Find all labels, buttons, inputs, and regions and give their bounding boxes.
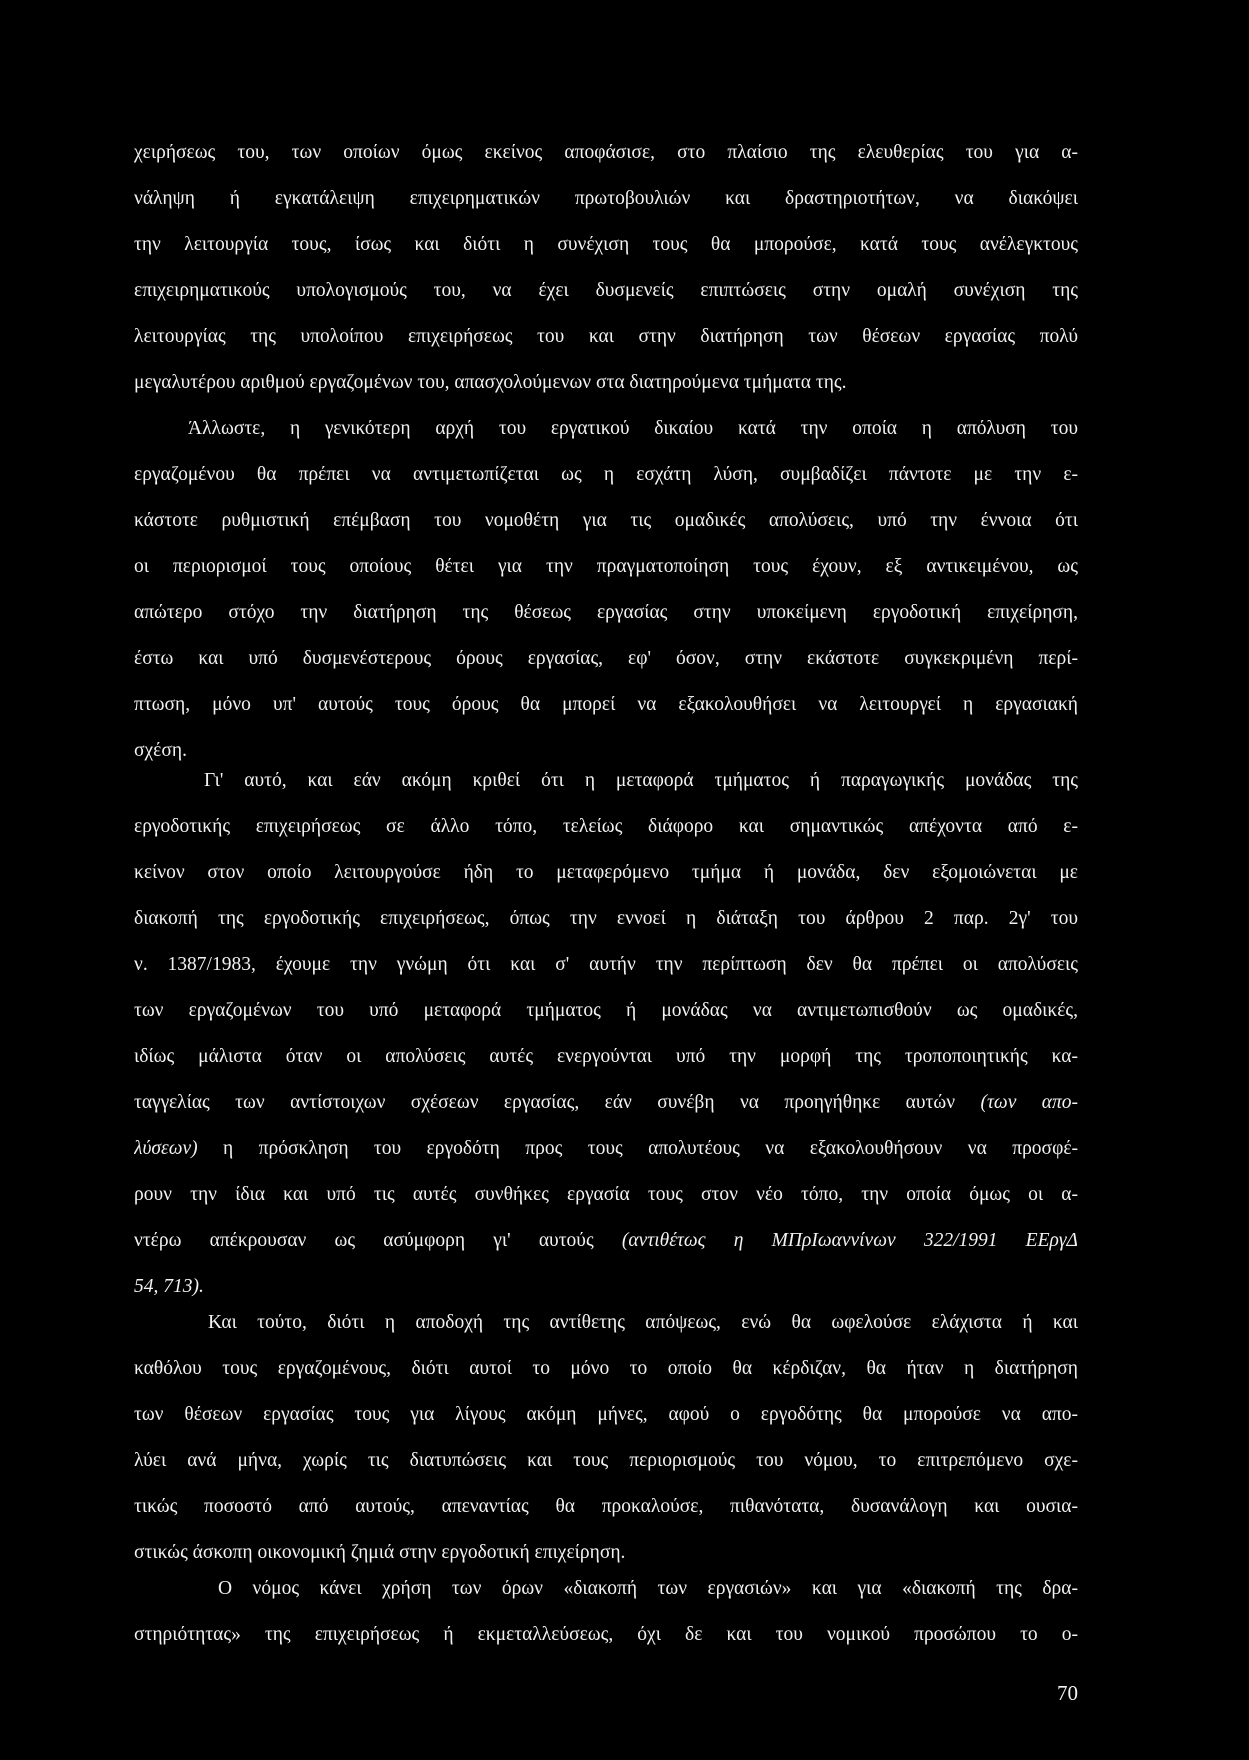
- text-line: καθόλου τους εργαζομένους, διότι αυτοί το μόνο το οποίο θα κέρδιζαν, θα ήταν η διατήρηση: [134, 1358, 1078, 1379]
- text-span: ντέρω απέκρουσαν ως ασύμφορη γι' αυτούς: [134, 1230, 594, 1251]
- italic-citation: (αντιθέτως η ΜΠρΙωαννίνων 322/1991 ΕΕργΔ: [621, 1230, 1078, 1251]
- page-number: 70: [1057, 1681, 1078, 1705]
- text-line: λειτουργίας της υπολοίπου επιχειρήσεως του και στην διατήρηση των θέσεων εργασίας πολύ: [134, 326, 1078, 347]
- text-line: Και τούτο, διότι η αποδοχή της αντίθετης απόψεως, ενώ θα ωφελούσε ελάχιστα ή και: [208, 1312, 1078, 1333]
- text-line-mixed: [134, 1228, 1078, 1254]
- text-line: των εργαζομένων του υπό μεταφορά τμήματος ή μονάδας να αντιμετωπισθούν ως ομαδικές,: [134, 1000, 1078, 1021]
- text-line: διακοπή της εργοδοτικής επιχειρήσεως, όπως την εννοεί η διάταξη του άρθρου 2 παρ. 2γ' του: [134, 908, 1078, 929]
- text-line: εργοδοτικής επιχειρήσεως σε άλλο τόπο, τελείως διάφορο και σημαντικώς απέχοντα από ε-: [134, 816, 1078, 837]
- text-line: ρουν την ίδια και υπό τις αυτές συνθήκες εργασία τους στον νέο τόπο, την οποία όμως οι α-: [134, 1184, 1078, 1205]
- text-line: οι περιορισμοί τους οποίους θέτει για την πραγματοποίηση τους έχουν, εξ αντικειμένου, ως: [134, 556, 1078, 577]
- text-line: Γι' αυτό, και εάν ακόμη κριθεί ότι η μεταφορά τμήματος ή παραγωγικής μονάδας της: [204, 770, 1078, 791]
- text-line: Ο νόμος κάνει χρήση των όρων «διακοπή των εργασιών» και για «διακοπή της δρα-: [218, 1578, 1078, 1599]
- text-line: νάληψη ή εγκατάλειψη επιχειρηματικών πρωτοβουλιών και δραστηριοτήτων, να διακόψει: [134, 188, 1078, 209]
- text-line: τικώς ποσοστό από αυτούς, απεναντίας θα προκαλούσε, πιθανότατα, δυσανάλογη και ουσια-: [134, 1496, 1078, 1517]
- text-line-mixed: [134, 1136, 1078, 1162]
- italic-citation: 54, 713).: [134, 1276, 204, 1297]
- text-line: ιδίως μάλιστα όταν οι απολύσεις αυτές ενεργούνται υπό την μορφή της τροποποιητικής κα-: [134, 1046, 1078, 1067]
- text-line: χειρήσεως του, των οποίων όμως εκείνος αποφάσισε, στο πλαίσιο της ελευθερίας του για α-: [134, 142, 1078, 163]
- text-line: των θέσεων εργασίας τους για λίγους ακόμη μήνες, αφού ο εργοδότης θα μπορούσε να απο-: [134, 1404, 1078, 1425]
- text-line: εργαζομένου θα πρέπει να αντιμετωπίζεται ως η εσχάτη λύση, συμβαδίζει πάντοτε με την ε-: [134, 464, 1078, 485]
- text-line: έστω και υπό δυσμενέστερους όρους εργασίας, εφ' όσον, στην εκάστοτε συγκεκριμένη περί-: [134, 648, 1078, 669]
- italic-parenthetical: λύσεων): [134, 1138, 198, 1159]
- text-line: Άλλωστε, η γενικότερη αρχή του εργατικού δικαίου κατά την οποία η απόλυση του: [188, 418, 1078, 439]
- text-line: στικώς άσκοπη οικονομική ζημιά στην εργοδοτική επιχείρηση.: [134, 1542, 626, 1563]
- text-line: λύει ανά μήνα, χωρίς τις διατυπώσεις και τους περιορισμούς του νόμου, το επιτρεπόμενο σχε-: [134, 1450, 1078, 1471]
- text-line: στηριότητας» της επιχειρήσεως ή εκμεταλλεύσεως, όχι δε και του νομικού προσώπου το ο-: [134, 1624, 1078, 1645]
- text-line: πτωση, μόνο υπ' αυτούς τους όρους θα μπορεί να εξακολουθήσει να λειτουργεί η εργασιακή: [134, 694, 1078, 715]
- text-line: μεγαλυτέρου αριθμού εργαζομένων του, απασχολούμενων στα διατηρούμενα τμήματα της.: [134, 372, 847, 393]
- text-line: κάστοτε ρυθμιστική επέμβαση του νομοθέτη για τις ομαδικές απολύσεις, υπό την έννοια ότι: [134, 510, 1078, 531]
- text-span: η πρόσκληση του εργοδότη προς τους απολυτέους να εξακολουθήσουν να προσφέ-: [223, 1138, 1078, 1159]
- text-line: επιχειρηματικούς υπολογισμούς του, να έχει δυσμενείς επιπτώσεις στην ομαλή συνέχιση της: [134, 280, 1078, 301]
- text-line-mixed: [134, 1090, 1078, 1116]
- text-line: ν. 1387/1983, έχουμε την γνώμη ότι και σ' αυτήν την περίπτωση δεν θα πρέπει οι απολύσεις: [134, 954, 1078, 975]
- text-line: σχέση.: [134, 740, 187, 761]
- italic-parenthetical: (των απο-: [980, 1092, 1078, 1113]
- text-line: κείνον στον οποίο λειτουργούσε ήδη το μεταφερόμενο τμήμα ή μονάδα, δεν εξομοιώνεται με: [134, 862, 1078, 883]
- text-span: ταγγελίας των αντίστοιχων σχέσεων εργασίας, εάν συνέβη να προηγήθηκε αυτών: [134, 1092, 956, 1113]
- text-line: απώτερο στόχο την διατήρηση της θέσεως εργασίας στην υποκείμενη εργοδοτική επιχείρηση,: [134, 602, 1078, 623]
- text-line: την λειτουργία τους, ίσως και διότι η συνέχιση τους θα μπορούσε, κατά τους ανέλεγκτους: [134, 234, 1078, 255]
